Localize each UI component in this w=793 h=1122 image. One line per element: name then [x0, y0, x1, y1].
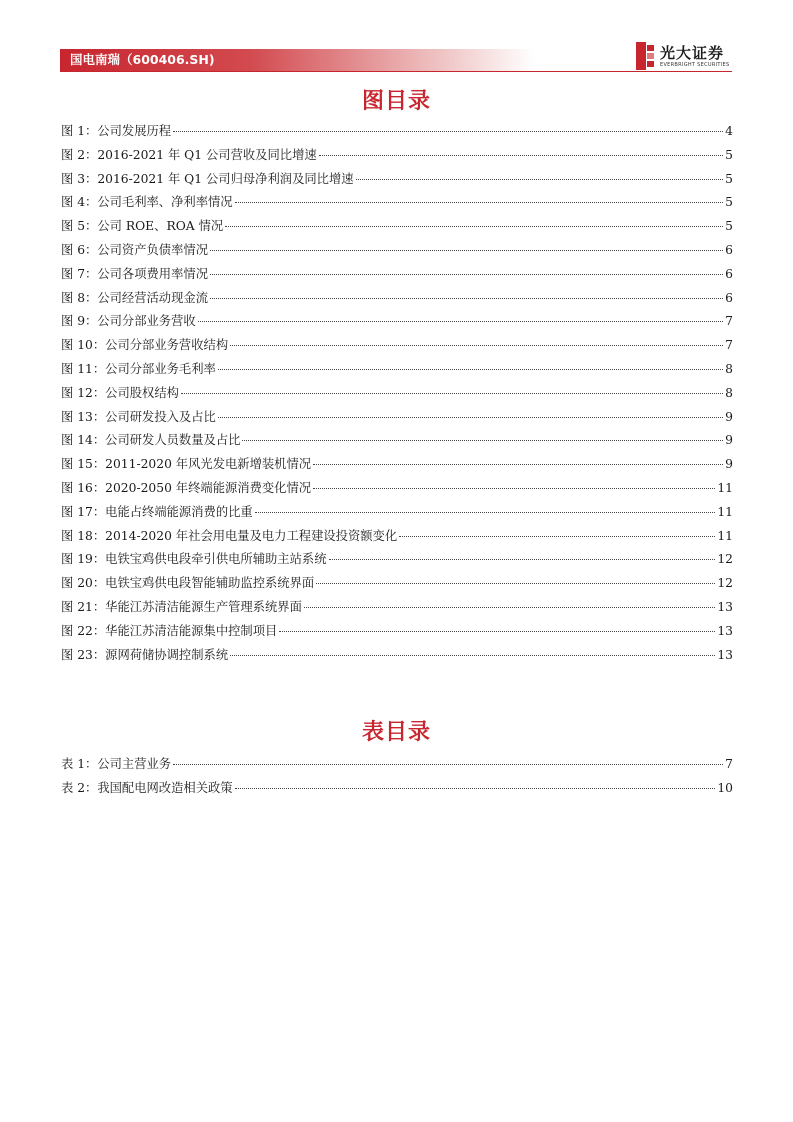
table-list-title: 表目录	[361, 720, 431, 745]
toc-entry-page: 13	[717, 623, 733, 638]
logo-text-cn: 光大证券	[660, 44, 725, 62]
toc-entry-page: 12	[717, 552, 733, 567]
toc-entry[interactable]	[61, 144, 733, 168]
toc-entry[interactable]	[61, 596, 733, 620]
toc-entry[interactable]	[61, 429, 733, 453]
toc-entry-label: 图 8：公司经营活动现金流	[61, 290, 208, 305]
toc-entry-label: 图 22：华能江苏清洁能源集中控制项目	[61, 623, 278, 638]
toc-entry-page: 5	[725, 219, 733, 234]
toc-entry-page: 9	[725, 433, 733, 448]
toc-entry-page: 5	[725, 195, 733, 210]
toc-entry-label: 图 9：公司分部业务营收	[61, 314, 196, 329]
dot-leader	[230, 655, 715, 656]
toc-entry-label: 图 18：2014-2020 年社会用电量及电力工程建设投资额变化	[61, 528, 398, 543]
toc-entry[interactable]	[61, 191, 733, 215]
everbright-logo	[634, 42, 734, 70]
dot-leader	[235, 202, 724, 203]
toc-entry-page: 6	[725, 242, 733, 257]
dot-leader	[218, 369, 723, 370]
toc-entry[interactable]	[61, 382, 733, 406]
toc-entry[interactable]	[61, 263, 733, 287]
dot-leader	[173, 764, 723, 765]
toc-entry[interactable]	[61, 620, 733, 644]
toc-entry-label: 图 11：公司分部业务毛利率	[61, 361, 216, 376]
toc-entry-label: 图 20：电铁宝鸡供电段智能辅助监控系统界面	[61, 576, 315, 591]
dot-leader	[399, 536, 715, 537]
toc-entry[interactable]	[61, 120, 733, 144]
toc-entry-label: 图 21：华能江苏清洁能源生产管理系统界面	[61, 599, 302, 614]
toc-entry-label: 图 4：公司毛利率、净利率情况	[61, 195, 233, 210]
dot-leader	[225, 226, 723, 227]
dot-leader	[242, 440, 723, 441]
toc-entry-label: 表 1：公司主营业务	[61, 757, 172, 771]
logo-text-en: EVERBRIGHT SECURITIES	[660, 62, 730, 68]
toc-entry-page: 9	[725, 457, 733, 472]
dot-leader	[279, 631, 715, 632]
dot-leader	[313, 464, 723, 465]
dot-leader	[198, 321, 723, 322]
figure-list-title: 图目录	[361, 89, 431, 114]
dot-leader	[218, 417, 723, 418]
dot-leader	[313, 488, 715, 489]
toc-entry-page: 12	[717, 576, 733, 591]
everbright-logo-icon	[634, 42, 656, 70]
toc-entry-page: 10	[717, 780, 733, 795]
toc-entry[interactable]	[61, 644, 733, 668]
toc-entry-label: 图 10：公司分部业务营收结构	[61, 338, 229, 353]
toc-entry-page: 5	[725, 171, 733, 186]
dot-leader	[329, 559, 716, 560]
figure-list	[61, 120, 733, 667]
toc-entry-page: 6	[725, 266, 733, 281]
toc-entry-page: 7	[725, 757, 733, 771]
toc-entry[interactable]	[61, 501, 733, 525]
toc-entry-label: 图 12：公司股权结构	[61, 385, 179, 400]
dot-leader	[210, 274, 723, 275]
toc-entry-label: 图 16：2020-2050 年终端能源消费变化情况	[61, 480, 312, 495]
toc-entry-label: 图 1：公司发展历程	[61, 124, 172, 138]
table-list	[61, 753, 733, 801]
toc-entry-label: 图 14：公司研发人员数量及占比	[61, 433, 241, 448]
toc-entry-page: 8	[725, 361, 733, 376]
dot-leader	[255, 512, 716, 513]
toc-entry[interactable]	[61, 406, 733, 430]
toc-entry-page: 13	[717, 599, 733, 614]
toc-entry-label: 图 5：公司 ROE、ROA 情况	[61, 219, 224, 234]
header-divider	[60, 71, 732, 72]
toc-entry[interactable]	[61, 477, 733, 501]
toc-entry-label: 图 2：2016-2021 年 Q1 公司营收及同比增速	[61, 147, 317, 162]
toc-entry[interactable]	[61, 572, 733, 596]
toc-entry-label: 表 2：我国配电网改造相关政策	[61, 780, 233, 795]
dot-leader	[173, 131, 723, 132]
dot-leader	[210, 250, 723, 251]
toc-entry[interactable]	[61, 287, 733, 311]
dot-leader	[319, 155, 724, 156]
toc-entry-label: 图 19：电铁宝鸡供电段牵引供电所辅助主站系统	[61, 552, 327, 567]
toc-entry-page: 11	[717, 504, 733, 519]
toc-entry-page: 13	[717, 647, 733, 662]
toc-entry-page: 6	[725, 290, 733, 305]
toc-entry-page: 9	[725, 409, 733, 424]
toc-entry-page: 11	[717, 528, 733, 543]
toc-entry-label: 图 15：2011-2020 年风光发电新增装机情况	[61, 457, 312, 472]
toc-entry-page: 8	[725, 385, 733, 400]
toc-entry-page: 7	[725, 338, 733, 353]
dot-leader	[230, 345, 723, 346]
toc-entry[interactable]	[61, 777, 733, 801]
toc-entry-label: 图 6：公司资产负债率情况	[61, 242, 208, 257]
toc-entry-page: 4	[725, 124, 733, 138]
toc-entry-page: 5	[725, 147, 733, 162]
dot-leader	[235, 788, 716, 789]
toc-entry-label: 图 17：电能占终端能源消费的比重	[61, 504, 253, 519]
toc-entry[interactable]	[61, 239, 733, 263]
toc-entry-label: 图 23：源网荷储协调控制系统	[61, 647, 229, 662]
toc-entry[interactable]	[61, 168, 733, 192]
dot-leader	[356, 179, 724, 180]
toc-entry[interactable]	[61, 358, 733, 382]
toc-entry-page: 11	[717, 480, 733, 495]
dot-leader	[316, 583, 715, 584]
company-title: 国电南瑞（600406.SH)	[70, 52, 215, 67]
toc-entry-label: 图 3：2016-2021 年 Q1 公司归母净利润及同比增速	[61, 171, 354, 186]
toc-entry[interactable]	[61, 334, 733, 358]
toc-entry[interactable]	[61, 453, 733, 477]
toc-entry[interactable]	[61, 753, 733, 777]
dot-leader	[210, 298, 723, 299]
toc-entry[interactable]	[61, 310, 733, 334]
dot-leader	[304, 607, 715, 608]
toc-entry[interactable]	[61, 215, 733, 239]
toc-entry[interactable]	[61, 525, 733, 549]
dot-leader	[181, 393, 723, 394]
toc-entry-label: 图 13：公司研发投入及占比	[61, 409, 216, 424]
toc-entry-label: 图 7：公司各项费用率情况	[61, 266, 208, 281]
toc-entry[interactable]	[61, 548, 733, 572]
toc-entry-page: 7	[725, 314, 733, 329]
